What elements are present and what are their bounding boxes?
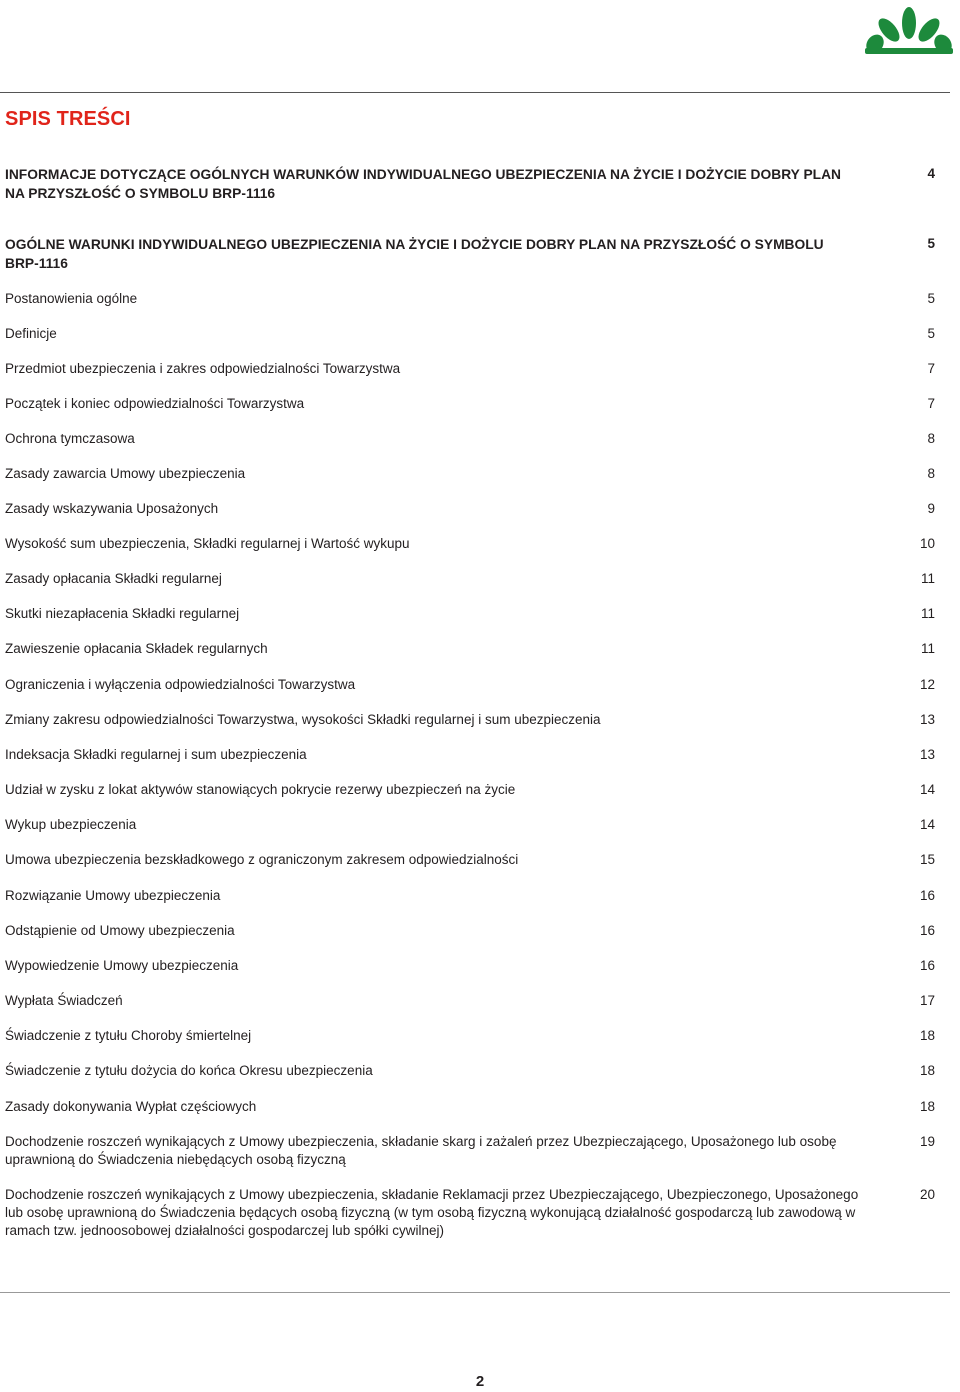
toc-entry-page: 20	[919, 1187, 935, 1202]
toc-entry-page: 11	[920, 571, 935, 586]
toc-entry-title: OGÓLNE WARUNKI INDYWIDUALNEGO UBEZPIECZENIA NA ŻYCIE I DOŻYCIE DOBRY PLAN NA PRZYSZŁOŚĆ O SYMBOLU BRP-1116	[5, 237, 824, 271]
toc-entry-page: 11	[920, 606, 935, 621]
toc-entry-title: Zasady zawarcia Umowy ubezpieczenia	[5, 466, 246, 481]
toc-entry-title: Udział w zysku z lokat aktywów stanowiących pokrycie rezerwy ubezpieczeń na życie	[5, 782, 516, 797]
toc-entry-title: Indeksacja Składki regularnej i sum ubezpieczenia	[5, 747, 307, 762]
toc-entry-page: 8	[927, 431, 935, 446]
toc-heading: SPIS TREŚCI	[5, 108, 131, 130]
toc-entry-page: 13	[919, 712, 935, 727]
toc-entry-page: 4	[927, 166, 935, 181]
toc-entry-page: 15	[919, 852, 935, 867]
toc-entry-page: 12	[919, 677, 935, 692]
toc-entry-page: 5	[927, 326, 935, 341]
toc-entry-title: Zmiany zakresu odpowiedzialności Towarzystwa, wysokości Składki regularnej i sum ubezpieczenia	[5, 712, 601, 727]
footer-divider	[0, 1292, 950, 1293]
toc-entry-page: 7	[927, 361, 935, 376]
toc-entry-title: Wypłata Świadczeń	[5, 993, 123, 1008]
toc-entry-title: Świadczenie z tytułu Choroby śmiertelnej	[5, 1028, 252, 1043]
toc-entry-title: INFORMACJE DOTYCZĄCE OGÓLNYCH WARUNKÓW INDYWIDUALNEGO UBEZPIECZENIA NA ŻYCIE I DOŻYCIE DOBRY PLAN NA PRZYSZŁOŚĆ O SYMBOLU BRP-1116	[5, 167, 842, 201]
toc-entry-page: 5	[927, 236, 935, 251]
toc-entry-title: Zawieszenie opłacania Składek regularnych	[5, 641, 268, 656]
toc-entry-title: Wykup ubezpieczenia	[5, 817, 137, 832]
toc-entry-title: Wypowiedzenie Umowy ubezpieczenia	[5, 958, 239, 973]
toc-entry-page: 18	[919, 1099, 935, 1114]
toc-entry-page: 8	[927, 466, 935, 481]
toc-entry-title: Wysokość sum ubezpieczenia, Składki regularnej i Wartość wykupu	[5, 536, 410, 551]
toc-entry-page: 9	[927, 501, 935, 516]
toc-entry-page: 14	[919, 817, 935, 832]
toc-entry-page: 19	[919, 1134, 935, 1149]
toc-entry-title: Definicje	[5, 326, 57, 341]
toc-entry-title: Zasady opłacania Składki regularnej	[5, 571, 222, 586]
toc-entry-page: 18	[919, 1028, 935, 1043]
toc-entry-page: 14	[919, 782, 935, 797]
toc-entry-title: Postanowienia ogólne	[5, 291, 138, 306]
toc-entry-title: Ograniczenia i wyłączenia odpowiedzialności Towarzystwa	[5, 677, 356, 692]
toc-entry-title: Początek i koniec odpowiedzialności Towarzystwa	[5, 396, 305, 411]
toc-entry-title: Odstąpienie od Umowy ubezpieczenia	[5, 923, 235, 938]
toc-entry-page: 11	[920, 641, 935, 656]
toc-entry-page: 17	[919, 993, 935, 1008]
toc-entry-page: 16	[919, 923, 935, 938]
toc-entry-title: Świadczenie z tytułu dożycia do końca Okresu ubezpieczenia	[5, 1063, 373, 1078]
toc-entry-title: Zasady wskazywania Uposażonych	[5, 501, 219, 516]
toc-entry-title: Zasady dokonywania Wypłat częściowych	[5, 1099, 257, 1114]
toc-entry-title: Dochodzenie roszczeń wynikających z Umowy ubezpieczenia, składanie skarg i zażaleń przez Ubezpieczającego, Uposażonego lub osobę uprawnioną do Świadczenia niebędących osobą fizyczną	[5, 1134, 837, 1167]
toc-entry-title: Dochodzenie roszczeń wynikających z Umowy ubezpieczenia, składanie Reklamacji przez Ubezpieczającego, Ubezpieczonego, Uposażonego lub osobę uprawnioną do Świadczenia będących osobą fizyczną (w tym osobą fizyczną wykonującą działalność gospodarczą lub zawodową w ramach tzw. jednoosobowej działalności gospodarczej lub spółki cywilnej)	[5, 1187, 859, 1238]
toc-entry-title: Przedmiot ubezpieczenia i zakres odpowiedzialności Towarzystwa	[5, 361, 401, 376]
toc-entry-title: Skutki niezapłacenia Składki regularnej	[5, 606, 240, 621]
toc-entry-page: 13	[919, 747, 935, 762]
page-number: 2	[475, 1373, 485, 1390]
toc-entry-title: Ochrona tymczasowa	[5, 431, 135, 446]
toc-entry-page: 5	[927, 291, 935, 306]
toc-entry-page: 18	[919, 1063, 935, 1078]
toc-entry-page: 16	[919, 958, 935, 973]
toc-entry-page: 7	[927, 396, 935, 411]
toc-entry-page: 10	[919, 536, 935, 551]
toc-entry-page: 16	[919, 888, 935, 903]
toc-entry-title: Rozwiązanie Umowy ubezpieczenia	[5, 888, 221, 903]
toc-entry-title: Umowa ubezpieczenia bezskładkowego z ograniczonym zakresem odpowiedzialności	[5, 852, 519, 867]
